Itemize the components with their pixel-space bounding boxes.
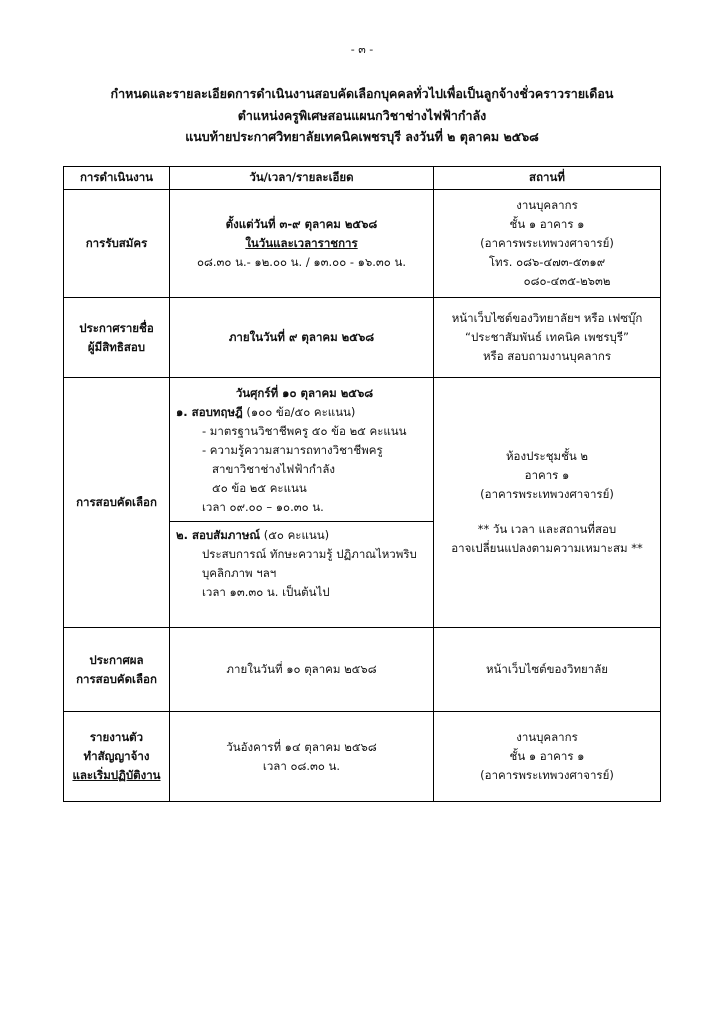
table-row [64, 628, 661, 712]
activity-candidate-list: ประกาศรายชื่อ ผู้มีสิทธิสอบ [64, 298, 170, 378]
place-line: (อาคารพระเทพวงศาจารย์) [480, 236, 614, 250]
theory-title: ๑. สอบทฤษฎี (๑๐๐ ข้อ/๕๐ คะแนน) [176, 405, 356, 419]
interview-item: ประสบการณ์ ทักษะความรู้ ปฏิภาณไหวพริบ [202, 547, 417, 561]
heading-line-2: ตำแหน่งครูพิเศษสอนแผนกวิชาช่างไฟฟ้ากำลัง [237, 108, 487, 123]
office-hours: ในวันและเวลาราชการ [245, 236, 358, 250]
location-results: หน้าเว็บไซต์ของวิทยาลัย [434, 628, 661, 712]
place-line: งานบุคลากร [516, 198, 578, 212]
interview-block [170, 522, 433, 608]
details-selection-exam [170, 378, 434, 628]
application-date: ตั้งแต่วันที่ ๓-๙ ตุลาคม ๒๕๖๘ [225, 217, 378, 231]
exam-note: ** วัน เวลา และสถานที่สอบ [477, 522, 617, 536]
activity-report: รายงานตัว ทำสัญญาจ้าง และเริ่มปฏิบัติงาน [64, 712, 170, 802]
theory-time: เวลา ๐๙.๐๐ – ๑๐.๓๐ น. [202, 500, 324, 514]
heading-line-1: กำหนดและรายละเอียดการดำเนินงานสอบคัดเลือกบุคคลทั่วไปเพื่อเป็นลูกจ้างชั่วคราวรายเดือน [110, 86, 614, 101]
location-selection-exam: ห้องประชุมชั้น ๒ อาคาร ๑ (อาคารพระเทพวงศาจารย์) ** วัน เวลา และสถานที่สอบ อาจเปลี่ยนแปลงตามความเหมาะสม ** [434, 378, 661, 628]
header-location: สถานที่ [434, 167, 661, 190]
table-header-row [64, 167, 661, 190]
table-row [64, 712, 661, 802]
interview-time: เวลา ๑๓.๓๐ น. เป็นต้นไป [202, 585, 330, 599]
schedule-table [63, 166, 661, 802]
details-application [170, 190, 434, 298]
details-candidate-list: ภายในวันที่ ๙ ตุลาคม ๒๕๖๘ [170, 298, 434, 378]
theory-exam-block [170, 378, 433, 522]
page-number: - ๓ - [350, 43, 374, 56]
header-activity: การดำเนินงาน [64, 167, 170, 190]
theory-item: สาขาวิชาช่างไฟฟ้ากำลัง [212, 462, 336, 476]
location-candidate-list: หน้าเว็บไซต์ของวิทยาลัยฯ หรือ เฟซบุ๊ก “ประชาสัมพันธ์ เทคนิค เพชรบุรี” หรือ สอบถามงานบุคลากร [434, 298, 661, 378]
interview-item: บุคลิกภาพ ฯลฯ [202, 566, 277, 580]
activity-results: ประกาศผล การสอบคัดเลือก [64, 628, 170, 712]
theory-item: - ความรู้ความสามารถทางวิชาชีพครู [202, 443, 383, 457]
location-application [434, 190, 661, 298]
activity-selection-exam: การสอบคัดเลือก [64, 378, 170, 628]
table-row [64, 298, 661, 378]
heading-line-3: แนบท้ายประกาศวิทยาลัยเทคนิคเพชรบุรี ลงวันที่ ๒ ตุลาคม ๒๕๖๘ [185, 129, 539, 144]
application-times: ๐๘.๓๐ น.- ๑๒.๐๐ น. / ๑๓.๐๐ - ๑๖.๓๐ น. [197, 255, 406, 269]
theory-item: ๕๐ ข้อ ๒๕ คะแนน [212, 481, 307, 495]
table-row [64, 190, 661, 298]
location-report: งานบุคลากร ชั้น ๑ อาคาร ๑ (อาคารพระเทพวงศาจารย์) [434, 712, 661, 802]
activity-application: การรับสมัคร [64, 190, 170, 298]
header-details: วัน/เวลา/รายละเอียด [170, 167, 434, 190]
interview-title: ๒. สอบสัมภาษณ์ (๕๐ คะแนน) [176, 528, 330, 542]
details-results: ภายในวันที่ ๑๐ ตุลาคม ๒๕๖๘ [170, 628, 434, 712]
theory-item: - มาตรฐานวิชาชีพครู ๕๐ ข้อ ๒๕ คะแนน [202, 424, 407, 438]
details-report: วันอังคารที่ ๑๔ ตุลาคม ๒๕๖๘ เวลา ๐๘.๓๐ น. [170, 712, 434, 802]
exam-note: อาจเปลี่ยนแปลงตามความเหมาะสม ** [451, 541, 643, 555]
phone-line: ๐๘๐-๔๓๕-๒๖๓๒ [523, 274, 611, 288]
table-row [64, 378, 661, 628]
place-line: ชั้น ๑ อาคาร ๑ [509, 217, 585, 231]
exam-date: วันศุกร์ที่ ๑๐ ตุลาคม ๒๕๖๘ [235, 386, 374, 400]
phone-line: โทร. ๐๘๖-๔๗๓-๕๓๑๙ [488, 255, 606, 269]
